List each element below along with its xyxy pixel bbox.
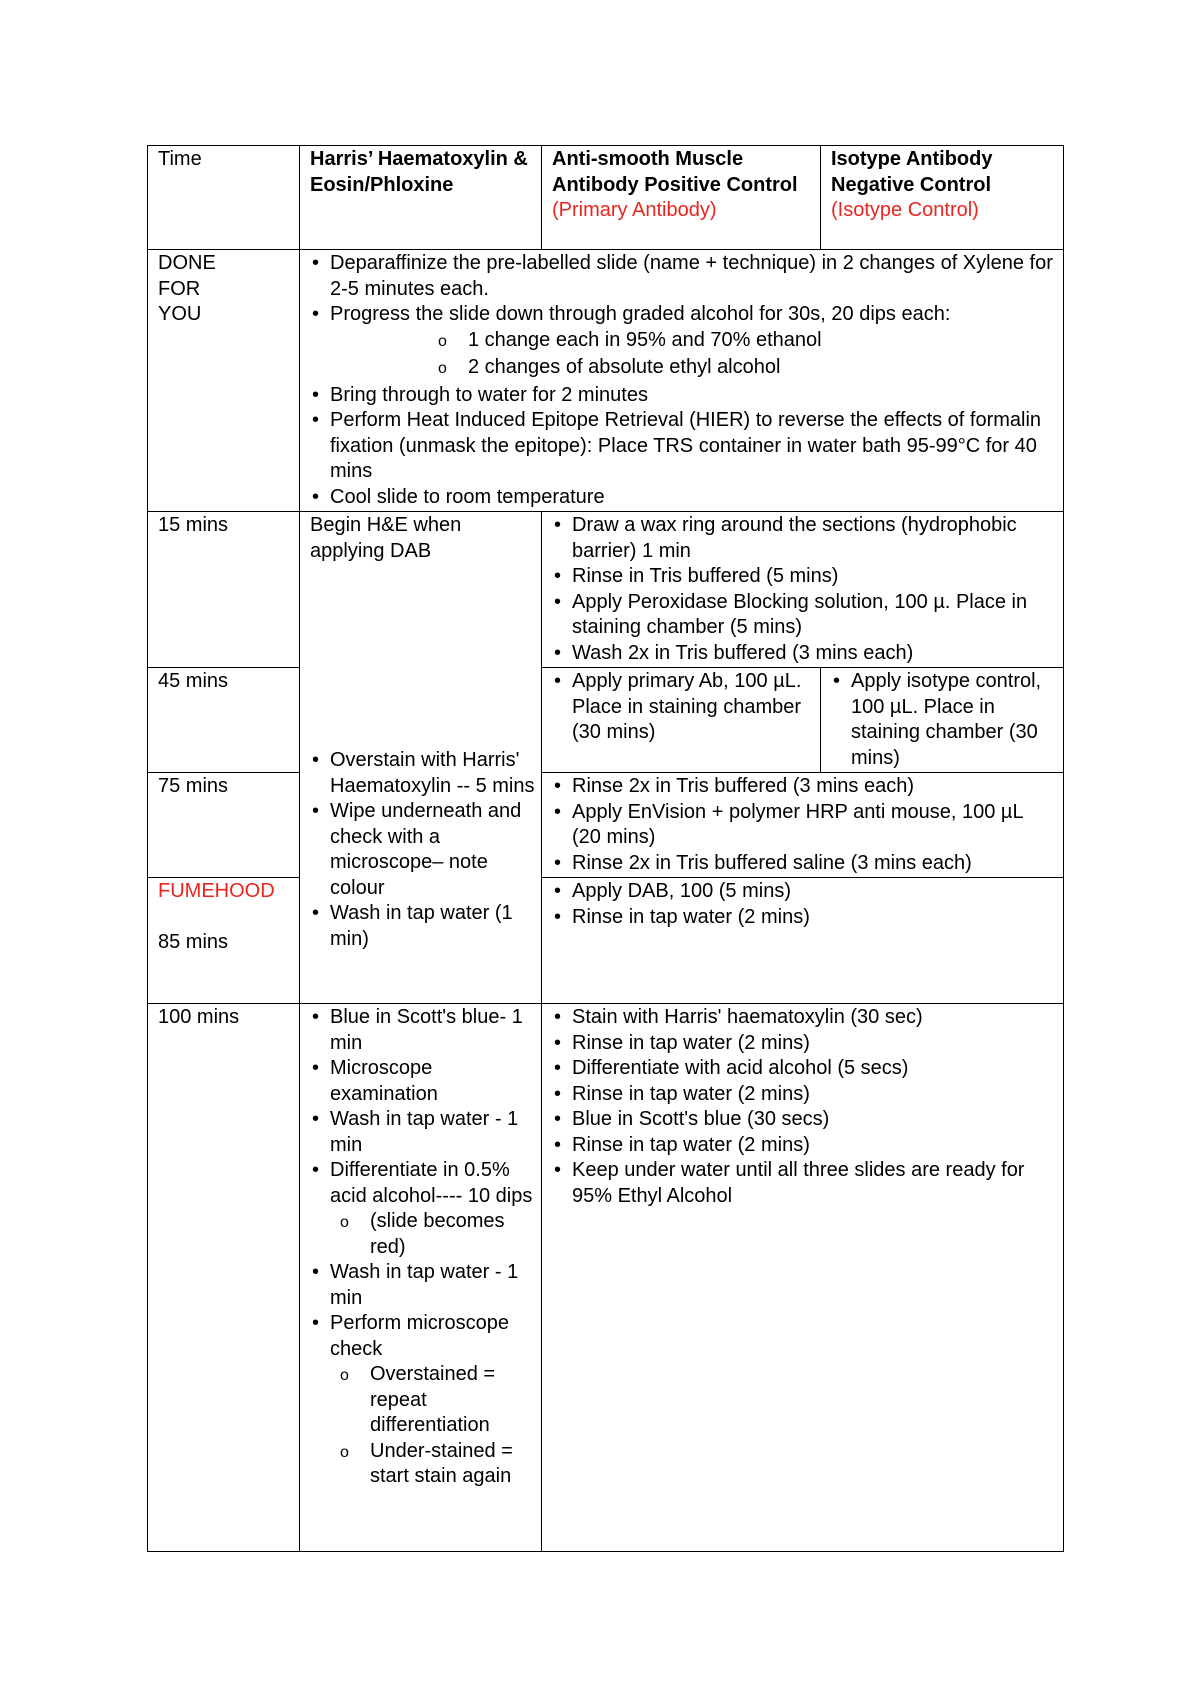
header-row xyxy=(148,146,1064,250)
time-line: FOR xyxy=(158,277,201,300)
fumehood-label: FUMEHOOD xyxy=(158,880,275,902)
ihc-step: • Apply DAB, 100 (5 mins) xyxy=(572,879,1057,905)
ihc-step: • Rinse in tap water (2 mins) xyxy=(572,1031,1057,1057)
row-75-mins xyxy=(148,773,1064,878)
row-done-for-you xyxy=(148,250,1064,512)
time-done-for-you xyxy=(148,250,300,512)
he-step: • Wash in tap water - 1 min xyxy=(330,1260,535,1311)
he-step: • Blue in Scott's blue- 1 min xyxy=(330,1005,535,1056)
row-45-mins xyxy=(148,668,1064,773)
he-overstain-step: • Wipe underneath and check with a microscope– note colour xyxy=(330,799,535,901)
prep-step-text: Progress the slide down through graded alcohol for 30s, 20 dips each: xyxy=(330,303,951,325)
row-100-mins xyxy=(148,1004,1064,1552)
he-substep: o (slide becomes red) xyxy=(370,1209,535,1260)
header-positive-subtitle: (Primary Antibody) xyxy=(552,199,717,221)
he-begin-note: Begin H&E when applying DAB xyxy=(310,514,462,562)
staining-protocol-table xyxy=(147,145,1064,1552)
ihc-step: • Rinse 2x in Tris buffered saline (3 mins each) xyxy=(572,851,1057,877)
steps-15-mins xyxy=(542,512,1064,668)
ihc-step: • Stain with Harris' haematoxylin (30 sec) xyxy=(572,1005,1057,1031)
he-step xyxy=(330,1158,535,1260)
primary-antibody-cell xyxy=(542,668,821,773)
prep-step: • Deparaffinize the pre-labelled slide (name + technique) in 2 changes of Xylene for 2-5 minutes each. xyxy=(330,251,1057,302)
ihc-step: • Differentiate with acid alcohol (5 secs) xyxy=(572,1056,1057,1082)
header-negative-control xyxy=(821,146,1064,250)
he-step-text: Perform microscope check xyxy=(330,1312,509,1360)
ihc-step: • Apply Peroxidase Blocking solution, 100 µ. Place in staining chamber (5 mins) xyxy=(572,590,1057,641)
header-negative-subtitle: (Isotype Control) xyxy=(831,199,979,221)
prep-steps-cell xyxy=(300,250,1064,512)
ihc-step: • Rinse in tap water (2 mins) xyxy=(572,1082,1057,1108)
ihc-step: • Rinse in tap water (2 mins) xyxy=(572,1133,1057,1159)
prep-step: • Bring through to water for 2 minutes xyxy=(330,383,1057,409)
he-overstain-step: • Wash in tap water (1 min) xyxy=(330,901,535,952)
prep-step xyxy=(330,302,1057,381)
header-time: Time xyxy=(148,146,300,250)
ihc-step: • Rinse 2x in Tris buffered (3 mins each) xyxy=(572,774,1057,800)
time-85-mins xyxy=(148,878,300,1004)
ihc-step: • Draw a wax ring around the sections (hydrophobic barrier) 1 min xyxy=(572,513,1057,564)
he-substep: o Under-stained = start stain again xyxy=(370,1439,535,1490)
row-85-mins xyxy=(148,878,1064,1004)
he-step: • Wash in tap water - 1 min xyxy=(330,1107,535,1158)
header-positive-control xyxy=(542,146,821,250)
primary-antibody-step: • Apply primary Ab, 100 µL. Place in staining chamber (30 mins) xyxy=(572,669,814,746)
ihc-step: • Keep under water until all three slides are ready for 95% Ethyl Alcohol xyxy=(572,1158,1057,1209)
row-15-mins xyxy=(148,512,1064,668)
steps-85-mins xyxy=(542,878,1064,1004)
time-line: YOU xyxy=(158,303,202,325)
time-85-label: 85 mins xyxy=(158,930,229,953)
he-100-cell xyxy=(300,1004,542,1552)
prep-substep: o 1 change each in 95% and 70% ethanol xyxy=(468,328,1057,354)
he-step-text: Differentiate in 0.5% acid alcohol---- 10 dips xyxy=(330,1159,533,1207)
ihc-step: • Rinse in Tris buffered (5 mins) xyxy=(572,564,1057,590)
protocol-document xyxy=(147,145,1063,1552)
header-positive-title: Anti-smooth Muscle Antibody Positive Control xyxy=(552,148,798,196)
header-he: Harris’ Haematoxylin & Eosin/Phloxine xyxy=(300,146,542,250)
he-step: • Microscope examination xyxy=(330,1056,535,1107)
prep-step: • Perform Heat Induced Epitope Retrieval (HIER) to reverse the effects of formalin fixation (unmask the epitope): Place TRS container in water bath 95-99°C for 40 mins xyxy=(330,408,1057,485)
ihc-step: • Blue in Scott's blue (30 secs) xyxy=(572,1107,1057,1133)
he-overstain-step: • Overstain with Harris' Haematoxylin -- 5 mins xyxy=(330,748,535,799)
he-step xyxy=(330,1311,535,1490)
header-negative-title: Isotype Antibody Negative Control xyxy=(831,148,993,196)
prep-step: • Cool slide to room temperature xyxy=(330,485,1057,511)
time-45-mins: 45 mins xyxy=(148,668,300,773)
isotype-control-cell xyxy=(821,668,1064,773)
time-15-mins: 15 mins xyxy=(148,512,300,668)
he-substep: o Overstained = repeat differentiation xyxy=(370,1362,535,1439)
time-75-mins: 75 mins xyxy=(148,773,300,878)
steps-100-mins xyxy=(542,1004,1064,1552)
time-line: DONE xyxy=(158,252,216,274)
time-100-mins: 100 mins xyxy=(148,1004,300,1552)
ihc-step: • Apply EnVision + polymer HRP anti mouse, 100 µL (20 mins) xyxy=(572,800,1057,851)
ihc-step: • Wash 2x in Tris buffered (3 mins each) xyxy=(572,641,1057,667)
isotype-control-step: • Apply isotype control, 100 µL. Place in staining chamber (30 mins) xyxy=(851,669,1057,771)
steps-75-mins xyxy=(542,773,1064,878)
he-begin-cell xyxy=(300,512,542,1004)
prep-substep: o 2 changes of absolute ethyl alcohol xyxy=(468,355,1057,381)
ihc-step: • Rinse in tap water (2 mins) xyxy=(572,905,1057,931)
